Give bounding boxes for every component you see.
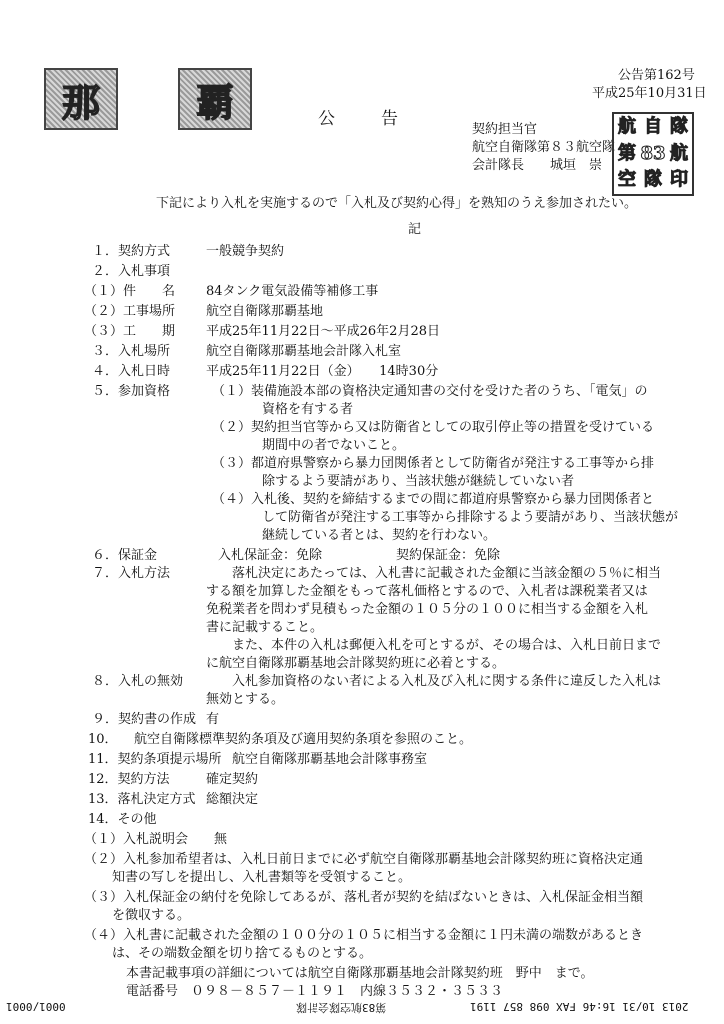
item-7-l5: また、本件の入札は郵便入札を可とするが、その場合は、入札日前日まで (232, 638, 662, 653)
contact-phone: 電話番号 ０９８－８５７－１１９１ 内線３５３２・３５３３ (126, 984, 504, 999)
item-7-l3: 免税業者を問わず見積もった金額の１０５分の１００に相当する金額を入札 (206, 602, 649, 617)
item-5-3a: （３）都道府県警察から暴力団関係者として防衛省が発注する工事等から排 (212, 456, 655, 471)
item-11-value: 航空自衛隊那覇基地会計隊事務室 (232, 752, 428, 767)
item-7-l1: 落札決定にあたっては、入札書に記載された金額に当該金額の５％に相当 (232, 566, 662, 581)
item-5-2b: 期間中の者でないこと。 (262, 438, 406, 453)
seal-char: 83 (640, 142, 666, 164)
naha-stamp-right: 覇 (178, 68, 252, 130)
seal-char: 空 (618, 169, 636, 191)
item-5-4a: （４）入札後、契約を締結するまでの間に都道府県警察から暴力団関係者と (212, 492, 655, 507)
item-9-value: 有 (206, 712, 220, 727)
fax-footer-left: 2013 10/31 16:46 FAX 098 857 1191 (470, 1000, 689, 1013)
item-7-l2: する額を加算した金額をもって落札価格とするので、入札者は課税業者又は (206, 584, 648, 599)
naha-stamp-left: 那 (44, 68, 118, 130)
item-13-label: 13．落札決定方式 (88, 792, 196, 807)
item-14-2a: （２）入札参加希望者は、入札日前日までに必ず航空自衛隊那覇基地会計隊契約班に資格決定通 (84, 852, 644, 867)
item-2b-value: 航空自衛隊那覇基地 (206, 304, 324, 319)
seal-char: 航 (670, 142, 688, 164)
item-6-value2: 契約保証金：免除 (396, 548, 501, 563)
item-7-label: ７．入札方法 (92, 566, 171, 581)
item-2-label: ２．入札事項 (92, 264, 171, 279)
fax-footer-center: 第83航空隊会計隊 (296, 1001, 387, 1014)
item-4-value: 平成25年11月22日（金） 14時30分 (206, 364, 439, 379)
notice-date: 平成25年10月31日 (592, 86, 707, 101)
official-seal (612, 112, 694, 196)
item-14-2b: 知書の写しを提出し、入札書類等を受領すること。 (112, 870, 412, 885)
item-8-l2: 無効とする。 (206, 692, 285, 707)
issuer-unit: 航空自衛隊第８３航空隊 (472, 140, 616, 155)
item-5-3b: 除するよう要請があり、当該状態が継続していない者 (262, 474, 575, 489)
item-3-label: ３．入札場所 (92, 344, 171, 359)
item-5-1a: （１）装備施設本部の資格決定通知書の交付を受けた者のうち、「電気」の (212, 384, 648, 399)
item-4-label: ４．入札日時 (92, 364, 171, 379)
item-14-3b: を徴収する。 (112, 908, 191, 923)
seal-char: 印 (670, 169, 688, 191)
issuer-title: 契約担当官 (472, 122, 538, 137)
intro-text: 下記により入札を実施するので「入札及び契約心得」を熟知のうえ参加されたい。 (156, 196, 638, 211)
fax-footer-right: 0001/0001 (6, 1000, 66, 1013)
item-7-l4: 書に記載すること。 (206, 620, 324, 635)
item-7-l6: に航空自衛隊那覇基地会計隊契約班に必着とする。 (206, 656, 506, 671)
item-5-4c: 継続している者とは、契約を行わない。 (262, 528, 497, 543)
item-5-2a: （２）契約担当官等から又は防衛省としての取引停止等の措置を受けている (212, 420, 655, 435)
item-13-value: 総額決定 (206, 792, 259, 807)
item-14-label: 14．その他 (88, 812, 157, 827)
seal-char: 隊 (670, 116, 688, 137)
item-2b-label: （２）工事場所 (84, 304, 176, 319)
item-2a-value: 84タンク電気設備等補修工事 (206, 284, 379, 299)
item-5-4b: して防衛省が発注する工事等から排除するよう要請があり、当該状態が (262, 510, 679, 525)
contact-detail: 本書記載事項の詳細については航空自衛隊那覇基地会計隊契約班 野中 まで。 (126, 966, 594, 981)
item-11-label: 11．契約条項提示場所 (88, 752, 222, 767)
item-5-1b: 資格を有する者 (262, 402, 354, 417)
item-2c-value: 平成25年11月22日～平成26年2月28日 (206, 324, 440, 339)
item-14-4a: （４）入札書に記載された金額の１００分の１０５に相当する金額に１円未満の端数があるとき (84, 928, 644, 943)
seal-char: 第 (618, 142, 636, 164)
item-2c-label: （３）工 期 (84, 324, 176, 339)
item-3-value: 航空自衛隊那覇基地会計隊入札室 (206, 344, 402, 359)
ki-heading: 記 (408, 222, 422, 237)
item-14-1: （１）入札説明会 無 (84, 832, 228, 847)
item-6-value1: 入札保証金：免除 (218, 548, 323, 563)
seal-char: 航 (618, 116, 636, 137)
item-1-value: 一般競争契約 (206, 244, 285, 259)
page-title: 公 告 (318, 109, 402, 129)
seal-char: 隊 (644, 169, 662, 191)
item-14-3a: （３）入札保証金の納付を免除してあるが、落札者が契約を結ばないときは、入札保証金相当額 (84, 890, 644, 905)
item-14-4b: は、その端数金額を切り捨てるものとする。 (112, 946, 373, 961)
item-1-label: １．契約方式 (92, 244, 171, 259)
notice-number: 公告第162号 (618, 68, 695, 83)
item-10-value: 航空自衛隊標準契約条項及び適用契約条項を参照のこと。 (134, 732, 473, 747)
item-5-label: ５．参加資格 (92, 384, 171, 399)
item-8-l1: 入札参加資格のない者による入札及び入札に関する条件に違反した入札は (232, 674, 662, 689)
item-2a-label: （１）件 名 (84, 284, 176, 299)
item-8-label: ８．入札の無効 (92, 674, 184, 689)
seal-char: 自 (644, 116, 662, 137)
item-12-value: 確定契約 (206, 772, 259, 787)
item-6-label: ６．保証金 (92, 548, 158, 563)
item-9-label: ９．契約書の作成 (92, 712, 197, 727)
item-10-label: 10． (88, 732, 118, 747)
issuer-name: 会計隊長 城垣 崇 (472, 158, 603, 173)
item-12-label: 12．契約方法 (88, 772, 170, 787)
